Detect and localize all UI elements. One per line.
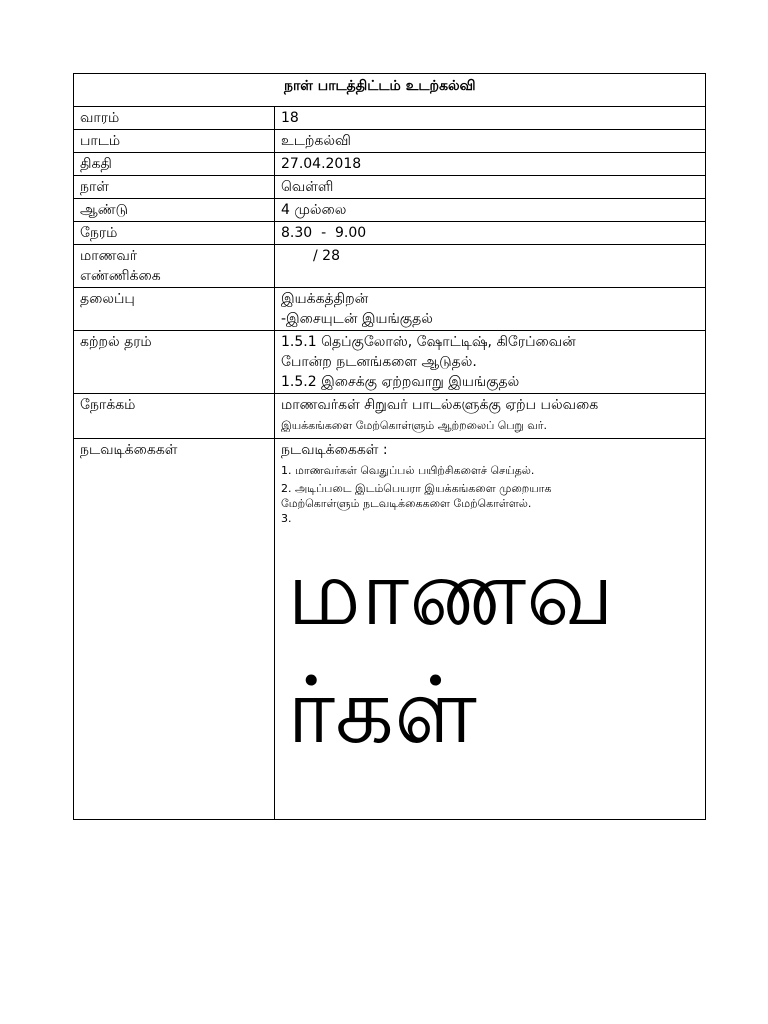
students-label-line2: எண்ணிக்கை [80,268,161,284]
activities-large-text: மாணவர்கள் [287,539,615,764]
topic-label: தலைப்பு [74,288,275,331]
activities-step2a: 2. அடிப்படை இடம்பெயரா இயக்கங்களை முறையாக [281,482,552,495]
table-row [74,439,706,820]
time-label: நேரம் [74,222,275,245]
objective-label: நோக்கம் [74,394,275,439]
standard-line2: போன்ற நடனங்களை ஆடுதல். [281,354,477,370]
table-row [74,130,706,153]
table-row [74,331,706,394]
table-row [74,199,706,222]
week-label: வாரம் [74,107,275,130]
subject-label: பாடம் [74,130,275,153]
lesson-plan-table [73,73,706,820]
day-label: நாள் [74,176,275,199]
objective-line2: இயக்கங்களை மேற்கொள்ளும் ஆற்றலைப் பெறு வர். [281,419,547,432]
year-value: 4 முல்லை [275,199,706,222]
standard-value [275,331,706,394]
students-value: / 28 [275,245,706,288]
week-value: 18 [275,107,706,130]
date-value: 27.04.2018 [275,153,706,176]
topic-line1: இயக்கத்திறன் [281,291,369,307]
table-row [74,394,706,439]
topic-value [275,288,706,331]
activities-label: நடவடிக்கைகள் [74,439,275,820]
table-row [74,222,706,245]
table-row [74,107,706,130]
activities-step3: 3. [281,512,292,525]
objective-line1: மாணவர்கள் சிறுவர் பாடல்களுக்கு ஏற்ப பல்வகை [281,397,599,413]
time-value: 8.30 - 9.00 [275,222,706,245]
standard-line1: 1.5.1 தெப்குலோஸ், ஷோட்டிஷ், கிரேப்வைன் [281,334,576,350]
activities-heading: நடவடிக்கைகள் : [281,442,388,458]
table-row [74,176,706,199]
year-label: ஆண்டு [74,199,275,222]
table-row [74,153,706,176]
activities-value [275,439,706,820]
activities-step1: 1. மாணவர்கள் வெதுப்பல் பயிற்சிகளைச் செய்தல். [281,464,535,477]
students-label-line1: மாணவர் [80,248,138,264]
objective-value [275,394,706,439]
date-label: திகதி [74,153,275,176]
day-value: வெள்ளி [275,176,706,199]
title-row [74,74,706,107]
standard-line3: 1.5.2 இசைக்கு ஏற்றவாறு இயங்குதல் [281,374,520,390]
activities-step2b: மேற்கொள்ளும் நடவடிக்கைகளை மேற்கொள்ளல். [281,497,532,510]
students-label [74,245,275,288]
table-row [74,288,706,331]
topic-line2: -இசையுடன் இயங்குதல் [281,311,433,327]
table-row [74,245,706,288]
subject-value: உடற்கல்வி [275,130,706,153]
standard-label: கற்றல் தரம் [74,331,275,394]
page-title: நாள் பாடத்திட்டம் உடற்கல்வி [74,74,706,107]
